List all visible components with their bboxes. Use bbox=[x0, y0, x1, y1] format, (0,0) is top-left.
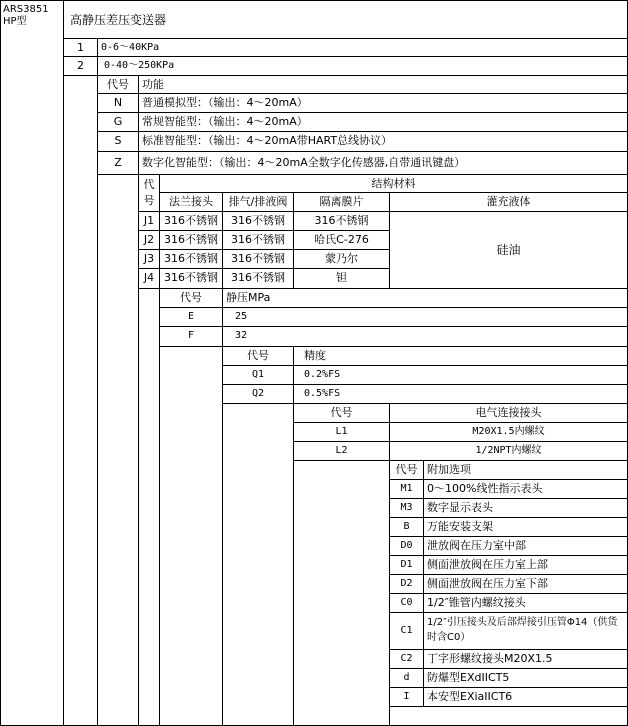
material-diaphragm: 哈氏C-276 bbox=[293, 230, 390, 250]
material-code: J2 bbox=[138, 230, 160, 250]
options-desc: 侧面泄放阀在压力室下部 bbox=[423, 574, 628, 594]
material-col-vent: 排气/排液阀 bbox=[222, 192, 294, 212]
static-code: E bbox=[159, 307, 223, 327]
options-header-code: 代号 bbox=[389, 460, 424, 480]
material-flange: 316不锈钢 bbox=[159, 268, 223, 289]
options-code: d bbox=[389, 668, 424, 688]
static-code: F bbox=[159, 326, 223, 347]
static-desc: 32 bbox=[222, 326, 628, 347]
options-code: D0 bbox=[389, 536, 424, 556]
options-code: C2 bbox=[389, 649, 424, 669]
options-desc: 泄放阀在压力室中部 bbox=[423, 536, 628, 556]
material-col-fill: 灌充液体 bbox=[389, 192, 628, 212]
func-header-desc: 功能 bbox=[138, 75, 628, 94]
material-diaphragm: 316不锈钢 bbox=[293, 211, 390, 231]
options-code: D1 bbox=[389, 555, 424, 575]
accuracy-header-desc: 精度 bbox=[293, 346, 628, 366]
options-desc: 数字显示表头 bbox=[423, 498, 628, 518]
spacer-accuracy bbox=[222, 403, 294, 726]
page-title: 高静压差压变送器 bbox=[63, 0, 628, 39]
electrical-desc: 1/2NPT内螺纹 bbox=[389, 441, 628, 461]
static-desc: 25 bbox=[222, 307, 628, 327]
material-col-flange: 法兰接头 bbox=[159, 192, 223, 212]
material-col-diaphragm: 隔离膜片 bbox=[293, 192, 390, 212]
material-fill-value: 硅油 bbox=[389, 211, 628, 289]
spacer-material bbox=[138, 288, 160, 726]
static-header-code: 代号 bbox=[159, 288, 223, 308]
electrical-code: L2 bbox=[293, 441, 390, 461]
material-flange: 316不锈钢 bbox=[159, 249, 223, 269]
func-desc: 数字化智能型：（输出：4～20mA全数字化传感器,自带通讯键盘） bbox=[138, 151, 628, 175]
material-header-code: 代 号 bbox=[138, 174, 160, 212]
material-vent: 316不锈钢 bbox=[222, 230, 294, 250]
spacer-range bbox=[63, 75, 98, 726]
electrical-header-desc: 电气连接接头 bbox=[389, 403, 628, 423]
options-header-desc: 附加选项 bbox=[423, 460, 628, 480]
accuracy-code: Q1 bbox=[222, 365, 294, 385]
material-diaphragm: 蒙乃尔 bbox=[293, 249, 390, 269]
options-code: I bbox=[389, 687, 424, 707]
material-vent: 316不锈钢 bbox=[222, 211, 294, 231]
options-desc: 0～100%线性指示表头 bbox=[423, 479, 628, 499]
options-code: C1 bbox=[389, 612, 424, 650]
func-code: S bbox=[97, 131, 139, 152]
func-header-code: 代号 bbox=[97, 75, 139, 94]
options-desc: 1/2″锥管内螺纹接头 bbox=[423, 593, 628, 613]
electrical-header-code: 代号 bbox=[293, 403, 390, 423]
spacer-options bbox=[389, 706, 628, 726]
spacer-func bbox=[97, 174, 139, 726]
options-code: B bbox=[389, 517, 424, 537]
accuracy-desc: 0.2%FS bbox=[293, 365, 628, 385]
options-desc: 侧面泄放阀在压力室上部 bbox=[423, 555, 628, 575]
material-code: J4 bbox=[138, 268, 160, 289]
material-header-structure: 结构材料 bbox=[159, 174, 628, 193]
accuracy-desc: 0.5%FS bbox=[293, 384, 628, 404]
options-code: M1 bbox=[389, 479, 424, 499]
material-flange: 316不锈钢 bbox=[159, 230, 223, 250]
material-vent: 316不锈钢 bbox=[222, 268, 294, 289]
model-cell: ARS3851 HP型 bbox=[0, 0, 64, 726]
material-code: J3 bbox=[138, 249, 160, 269]
range-code-1: 1 bbox=[63, 38, 98, 57]
options-desc: 丁字形螺纹接头M20X1.5 bbox=[423, 649, 628, 669]
material-vent: 316不锈钢 bbox=[222, 249, 294, 269]
accuracy-header-code: 代号 bbox=[222, 346, 294, 366]
options-code: M3 bbox=[389, 498, 424, 518]
static-header-desc: 静压MPa bbox=[222, 288, 628, 308]
func-code: Z bbox=[97, 151, 139, 175]
material-code: J1 bbox=[138, 211, 160, 231]
func-code: N bbox=[97, 93, 139, 113]
options-code: C0 bbox=[389, 593, 424, 613]
options-desc: 防爆型EXdIICT5 bbox=[423, 668, 628, 688]
electrical-code: L1 bbox=[293, 422, 390, 442]
func-desc: 常规智能型：（输出：4～20mA） bbox=[138, 112, 628, 132]
electrical-desc: M20X1.5内螺纹 bbox=[389, 422, 628, 442]
spacer-electrical bbox=[293, 460, 390, 726]
func-desc: 普通模拟型：（输出：4～20mA） bbox=[138, 93, 628, 113]
func-desc: 标准智能型：（输出：4～20mA带HART总线协议） bbox=[138, 131, 628, 152]
material-diaphragm: 钽 bbox=[293, 268, 390, 289]
options-desc: 本安型EXiaIICT6 bbox=[423, 687, 628, 707]
material-flange: 316不锈钢 bbox=[159, 211, 223, 231]
range-desc-1: 0-6～40KPa bbox=[97, 38, 628, 57]
options-desc: 万能安装支架 bbox=[423, 517, 628, 537]
options-code: D2 bbox=[389, 574, 424, 594]
range-code-2: 2 bbox=[63, 56, 98, 76]
options-desc: 1/2″引压接头及后部焊接引压管Φ14（供货时含C0） bbox=[423, 612, 628, 650]
range-desc-2: 0-40～250KPa bbox=[97, 56, 628, 76]
accuracy-code: Q2 bbox=[222, 384, 294, 404]
spacer-static bbox=[159, 346, 223, 726]
func-code: G bbox=[97, 112, 139, 132]
